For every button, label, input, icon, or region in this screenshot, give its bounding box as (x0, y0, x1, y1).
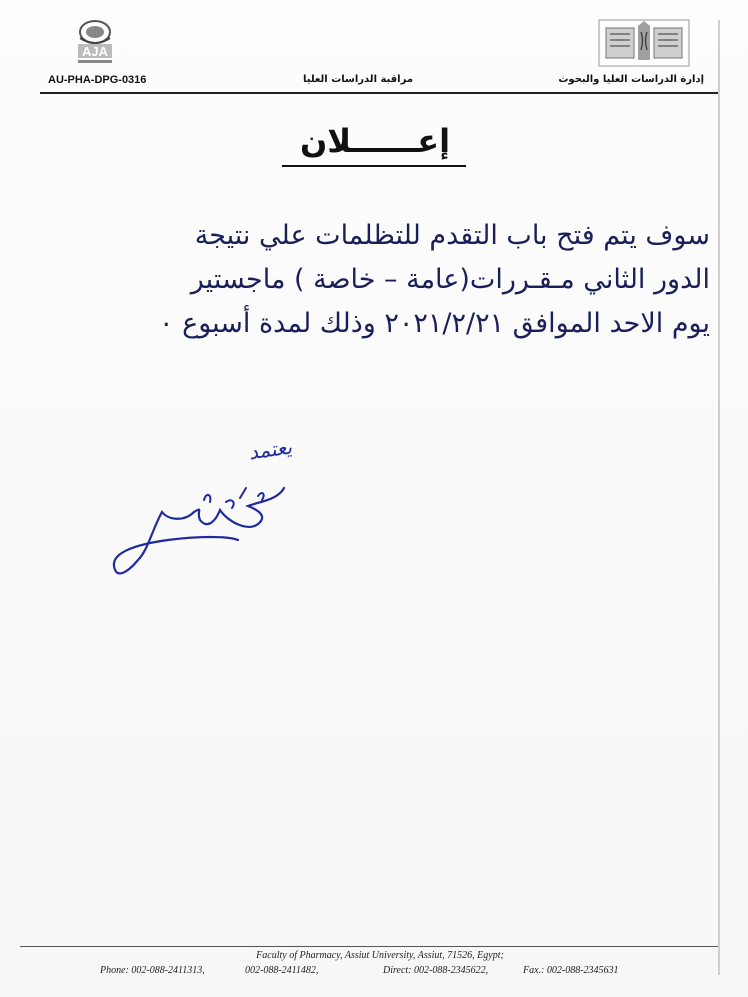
footer-fax: Fax.: 002-088-2345631 (523, 965, 619, 976)
footer-address: Faculty of Pharmacy, Assiut University, Assiut, 71526, Egypt; (256, 950, 504, 961)
document-code: AU-PHA-DPG-0316 (48, 74, 147, 86)
footer-phone: Phone: 002-088-2411313, (100, 965, 205, 976)
announcement-body (30, 214, 710, 346)
announcement-title: إعــــــلان (299, 122, 451, 160)
footer-phone-2: 002-088-2411482, (245, 965, 319, 976)
page-border (718, 20, 720, 975)
university-logo (598, 18, 690, 70)
handwritten-signature (108, 440, 318, 590)
body-line-3: يوم الاحد الموافق ٢٠٢١/٢/٢١ وذلك لمدة أسبوع ٠ (159, 308, 710, 339)
body-line-2: الدور الثاني مـقـررات(عامة – خاصة ) ماجستير (190, 264, 710, 295)
footer-divider (20, 946, 718, 947)
body-line-1: سوف يتم فتح باب التقدم للتظلمات علي نتيجة (194, 220, 710, 251)
footer-direct: Direct: 002-088-2345622, (383, 965, 489, 976)
administration-label: إدارة الدراسات العليا والبحوث (558, 74, 704, 85)
department-label: مراقبة الدراسات العليا (302, 74, 414, 85)
aja-logo-text: AJA (81, 44, 109, 59)
header-divider (40, 92, 718, 94)
title-underline (282, 165, 466, 167)
aja-logo (66, 16, 124, 68)
approval-note: يعتمد (247, 434, 294, 465)
